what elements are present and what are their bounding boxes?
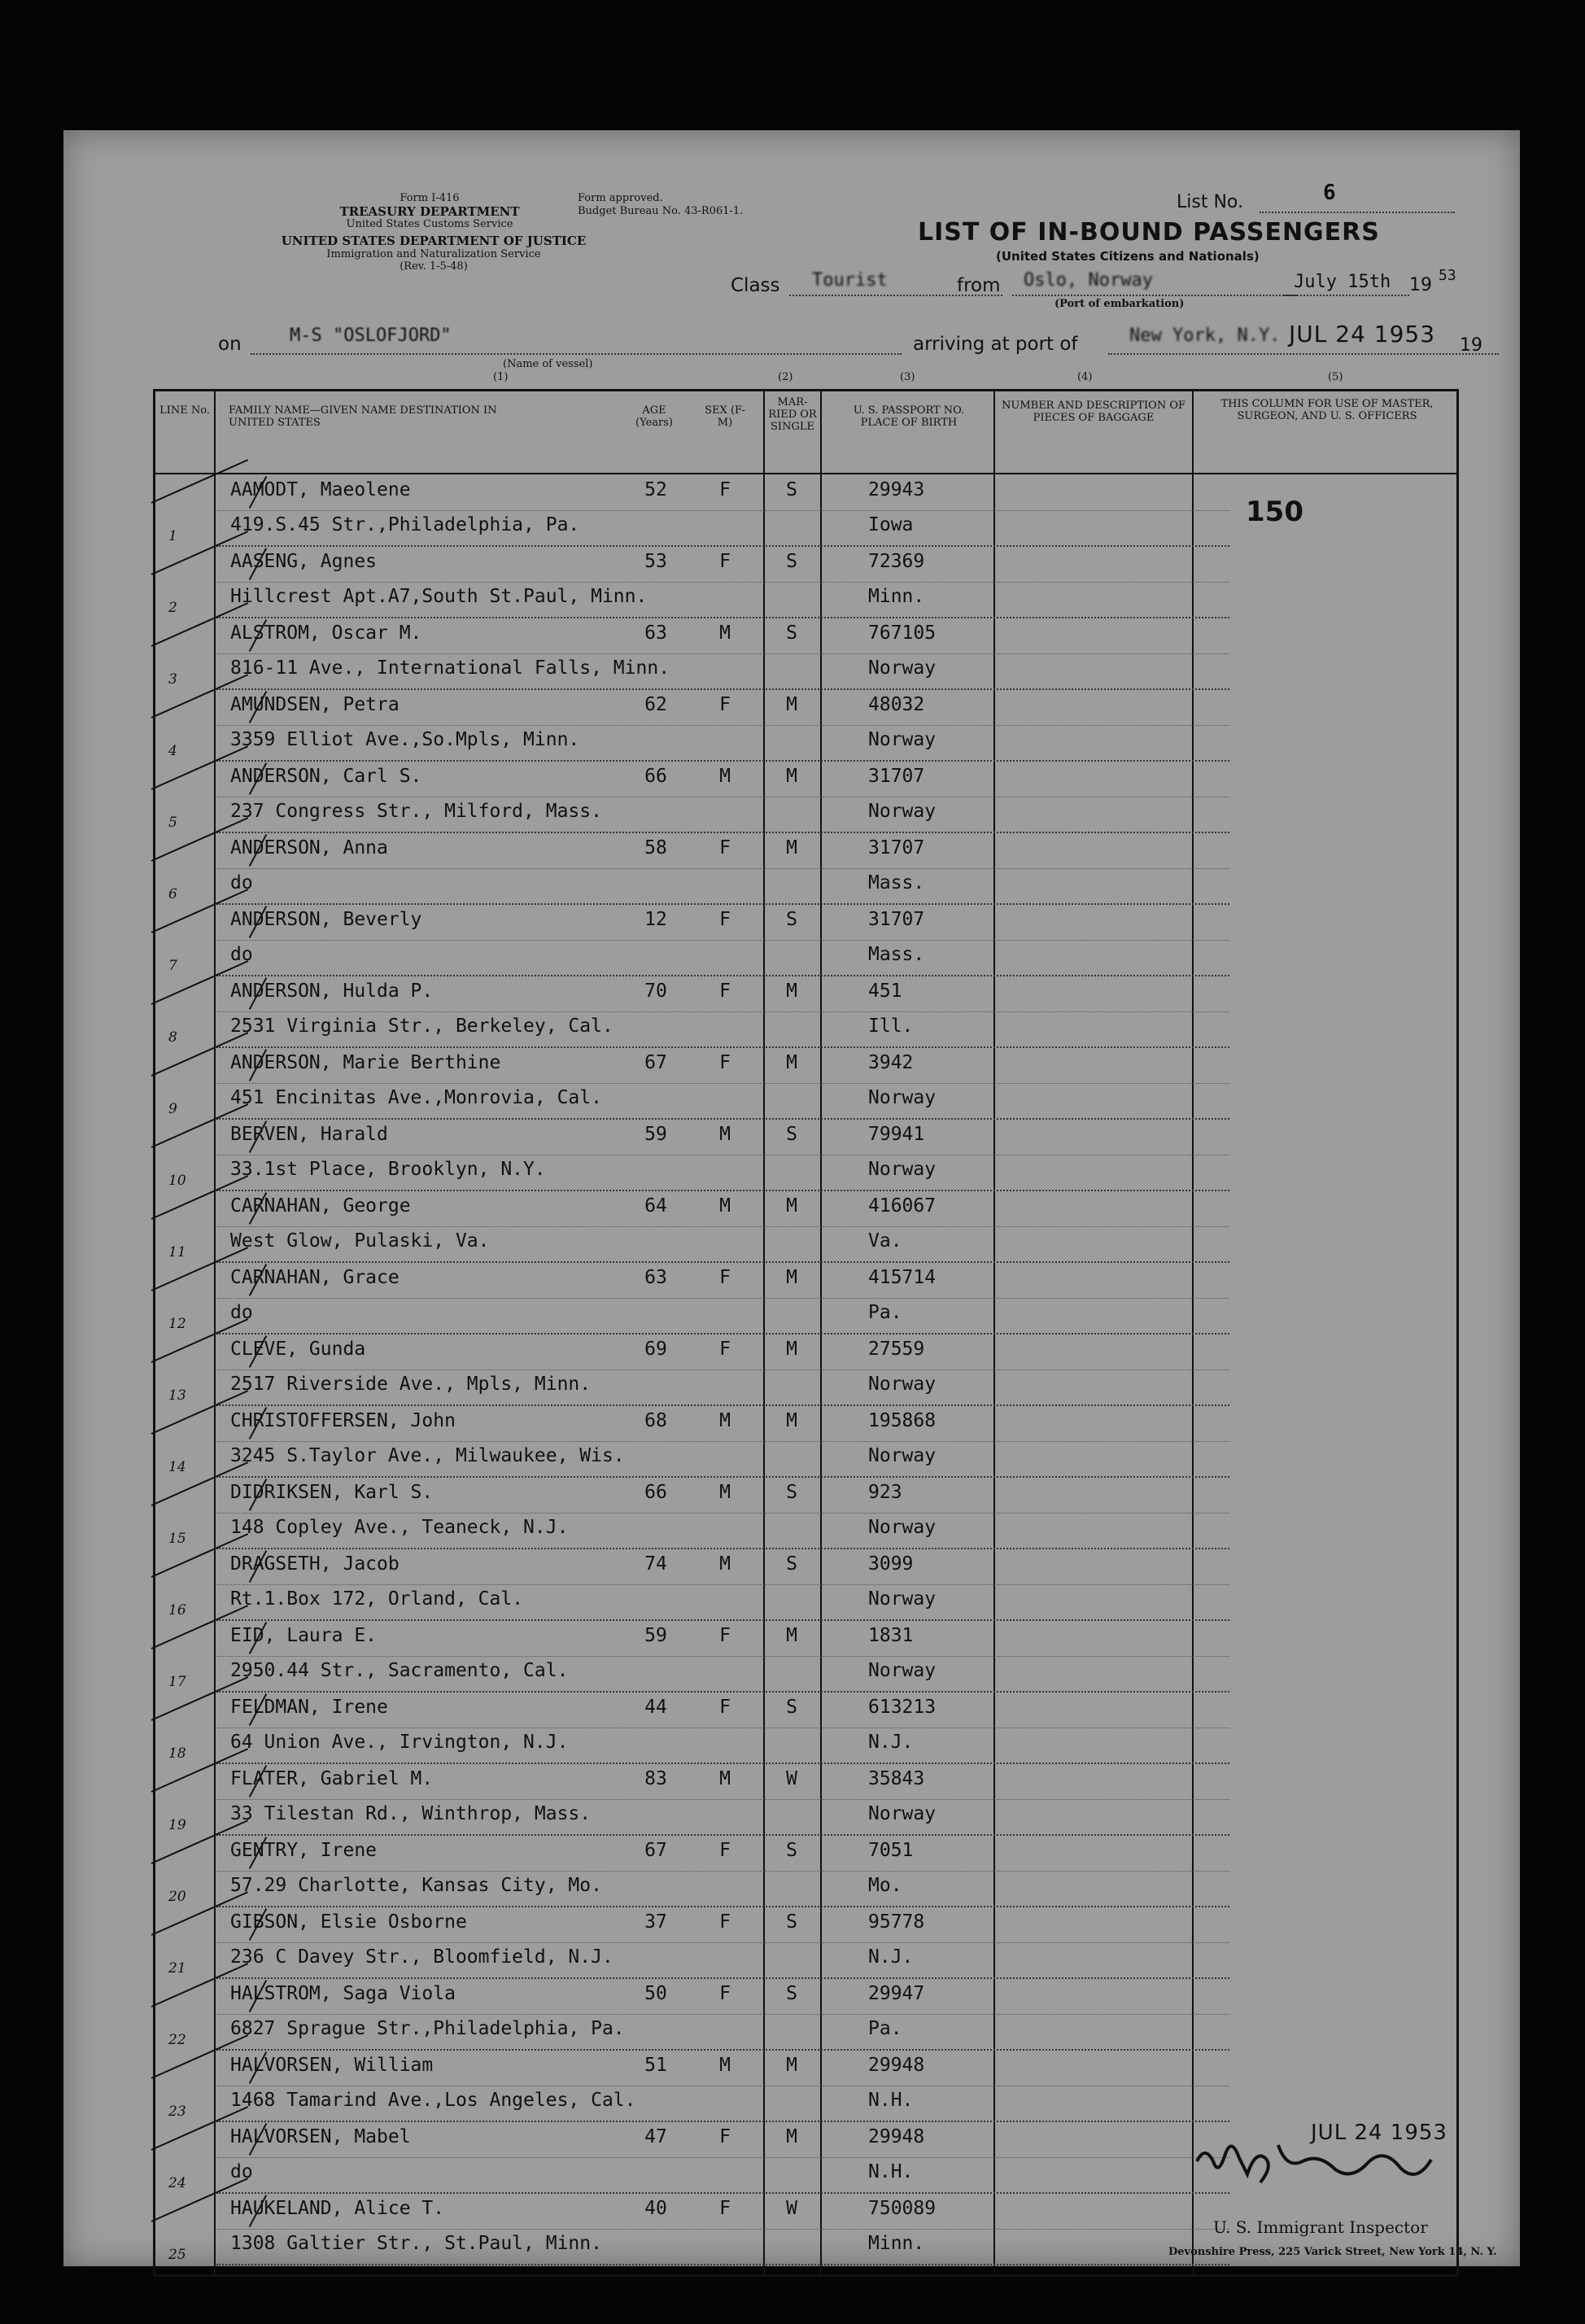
passenger-sex: F — [719, 1339, 731, 1360]
row-divider — [216, 1226, 1229, 1227]
passport-number: 415714 — [868, 1267, 937, 1288]
row-divider — [216, 2014, 1229, 2015]
arrival-date-stamp: JUL 24 1953 — [1289, 321, 1436, 347]
list-no-label: List No. — [1177, 192, 1243, 212]
colnum-5: (5) — [1328, 371, 1343, 383]
place-of-birth: Norway — [868, 1374, 937, 1395]
header-officers: THIS COLUMN FOR USE OF MASTER, SURGEON, AND U. S. OFFICERS — [1220, 398, 1434, 422]
passenger-sex: M — [719, 1768, 731, 1789]
inspection-date-stamp: JUL 24 1953 — [1311, 2121, 1447, 2145]
passenger-age: 40 — [644, 2198, 667, 2219]
passenger-name: AASENG, Agnes — [230, 551, 378, 572]
place-of-birth: N.H. — [868, 2161, 914, 2182]
header-name: FAMILY NAME—GIVEN NAME DESTINATION IN UNITED STATES — [229, 404, 497, 429]
row-divider — [216, 2264, 1229, 2265]
inspector-title: U. S. Immigrant Inspector — [1213, 2217, 1428, 2237]
line-number: 4 — [168, 743, 177, 759]
passenger-name: GENTRY, Irene — [230, 1840, 378, 1861]
list-no-dotline — [1260, 212, 1455, 213]
class-label: Class — [731, 275, 780, 296]
passenger-destination: 236 C Davey Str., Bloomfield, N.J. — [230, 1946, 613, 1968]
line-number: 15 — [168, 1531, 186, 1547]
colnum-3: (3) — [900, 371, 915, 383]
line-number: 25 — [168, 2247, 186, 2263]
passenger-sex: M — [719, 1195, 731, 1217]
table-row — [155, 1978, 1456, 2050]
table-row — [155, 1262, 1456, 1334]
passenger-age: 44 — [644, 1697, 667, 1718]
passenger-marital-status: S — [786, 479, 797, 500]
passport-number: 48032 — [868, 694, 925, 715]
passenger-sex: F — [719, 2198, 731, 2219]
revision-date: (Rev. 1-5-48) — [400, 260, 468, 273]
passenger-destination: 1308 Galtier Str., St.Paul, Minn. — [230, 2233, 602, 2254]
passenger-marital-status: S — [786, 1911, 797, 1933]
place-of-birth: Mo. — [868, 1875, 902, 1896]
table-row — [155, 1907, 1456, 1978]
approval-block — [578, 192, 743, 218]
passenger-age: 59 — [644, 1625, 667, 1646]
passenger-age: 83 — [644, 1768, 667, 1789]
passenger-marital-status: S — [786, 1553, 797, 1575]
place-of-birth: Pa. — [868, 2018, 902, 2039]
justice-dept: UNITED STATES DEPARTMENT OF JUSTICE — [281, 234, 587, 248]
table-row — [155, 474, 1456, 546]
justice-block — [218, 234, 649, 273]
passenger-marital-status: S — [786, 1697, 797, 1718]
passport-number: 3099 — [868, 1553, 914, 1575]
passenger-sex: F — [719, 551, 731, 572]
line-number: 24 — [168, 2175, 186, 2191]
place-of-birth: Va. — [868, 1230, 902, 1252]
row-divider — [216, 653, 1229, 654]
passenger-sex: F — [719, 1840, 731, 1861]
passport-number: 3942 — [868, 1052, 914, 1073]
line-number: 20 — [168, 1889, 186, 1905]
passenger-marital-status: S — [786, 1482, 797, 1503]
table-row — [155, 689, 1456, 761]
line-number: 23 — [168, 2103, 186, 2120]
row-divider — [216, 1656, 1229, 1657]
passenger-name: CARNAHAN, Grace — [230, 1267, 400, 1288]
arrival-port: New York, N.Y. — [1129, 325, 1281, 346]
year-suffix: 19 — [1460, 335, 1482, 356]
table-row — [155, 832, 1456, 904]
passenger-destination: do — [230, 872, 253, 893]
place-of-birth: N.J. — [868, 1732, 914, 1753]
passenger-age: 63 — [644, 622, 667, 644]
row-divider — [216, 1799, 1229, 1800]
passenger-age: 67 — [644, 1840, 667, 1861]
line-number: 3 — [168, 671, 177, 688]
from-dotline — [1012, 295, 1297, 296]
passenger-name: HALVORSEN, William — [230, 2055, 434, 2076]
table-row — [155, 2050, 1456, 2121]
table-row — [155, 904, 1456, 976]
line-number: 14 — [168, 1459, 186, 1475]
colnum-4: (4) — [1077, 371, 1093, 383]
passenger-name: DIDRIKSEN, Karl S. — [230, 1482, 434, 1503]
passport-number: 31707 — [868, 837, 925, 858]
passenger-name: AMUNDSEN, Petra — [230, 694, 400, 715]
passenger-name: ANDERSON, Anna — [230, 837, 388, 858]
row-divider — [216, 1441, 1229, 1442]
passenger-destination: 64 Union Ave., Irvington, N.J. — [230, 1732, 569, 1753]
row-divider — [216, 2229, 1229, 2230]
passenger-destination: 33.1st Place, Brooklyn, N.Y. — [230, 1159, 546, 1180]
table-row — [155, 761, 1456, 832]
passport-number: 195868 — [868, 1410, 937, 1431]
place-of-birth: Norway — [868, 657, 937, 679]
year-value: 53 — [1439, 267, 1456, 284]
place-of-birth: Iowa — [868, 514, 914, 535]
line-number: 10 — [168, 1173, 186, 1189]
passenger-destination: 451 Encinitas Ave.,Monrovia, Cal. — [230, 1087, 602, 1108]
passenger-marital-status: S — [786, 622, 797, 644]
passenger-marital-status: S — [786, 909, 797, 930]
row-divider — [216, 1942, 1229, 1943]
on-label: on — [218, 334, 242, 355]
line-number: 22 — [168, 2032, 186, 2048]
passenger-age: 12 — [644, 909, 667, 930]
passenger-age: 66 — [644, 766, 667, 787]
place-of-birth: Mass. — [868, 944, 925, 965]
inspector-signature — [1189, 2137, 1449, 2202]
place-of-birth: Pa. — [868, 1302, 902, 1323]
passenger-marital-status: W — [786, 2198, 797, 2219]
passenger-marital-status: M — [786, 2126, 797, 2147]
passenger-destination: do — [230, 2161, 253, 2182]
passenger-name: EID, Laura E. — [230, 1625, 378, 1646]
row-divider — [216, 1083, 1229, 1084]
passenger-destination: 2531 Virginia Str., Berkeley, Cal. — [230, 1016, 613, 1037]
passenger-name: CARNAHAN, George — [230, 1195, 411, 1217]
customs-service: United States Customs Service — [346, 218, 513, 230]
passenger-marital-status: M — [786, 766, 797, 787]
passenger-marital-status: M — [786, 1410, 797, 1431]
passenger-destination: 237 Congress Str., Milford, Mass. — [230, 801, 602, 822]
class-value: Tourist — [812, 270, 888, 290]
table-row — [155, 1047, 1456, 1119]
passenger-destination: 3359 Elliot Ave.,So.Mpls, Minn. — [230, 729, 580, 750]
passenger-age: 37 — [644, 1911, 667, 1933]
vessel-value: M-S "OSLOFJORD" — [290, 325, 452, 346]
table-row — [155, 546, 1456, 618]
passenger-marital-status: M — [786, 981, 797, 1002]
passenger-sex: M — [719, 1410, 731, 1431]
passenger-sex: F — [719, 1983, 731, 2004]
port-embarkation-caption: (Port of embarkation) — [1054, 298, 1185, 310]
row-divider — [216, 1871, 1229, 1872]
passenger-sex: M — [719, 622, 731, 644]
arriving-label: arriving at port of — [913, 334, 1078, 355]
passenger-sex: F — [719, 1625, 731, 1646]
place-of-birth: Norway — [868, 1660, 937, 1681]
passport-number: 95778 — [868, 1911, 925, 1933]
passenger-marital-status: S — [786, 1983, 797, 2004]
passenger-sex: F — [719, 1697, 731, 1718]
colnum-2: (2) — [778, 371, 793, 383]
passenger-sex: F — [719, 2126, 731, 2147]
table-row — [155, 618, 1456, 689]
table-row — [155, 1620, 1456, 1692]
row-divider — [216, 582, 1229, 583]
place-of-birth: Ill. — [868, 1016, 914, 1037]
form-number: Form I-416 — [400, 192, 460, 204]
passenger-destination: 33 Tilestan Rd., Winthrop, Mass. — [230, 1803, 592, 1824]
place-of-birth: Norway — [868, 729, 937, 750]
table-row — [155, 1405, 1456, 1477]
passenger-name: FELDMAN, Irene — [230, 1697, 388, 1718]
passenger-destination: 57.29 Charlotte, Kansas City, Mo. — [230, 1875, 602, 1896]
printer-imprint: Devonshire Press, 225 Varick Street, New York 14, N. Y. — [1168, 2246, 1497, 2258]
table-row — [155, 1549, 1456, 1620]
passenger-age: 64 — [644, 1195, 667, 1217]
list-no-value: 6 — [1323, 181, 1336, 205]
colnum-1: (1) — [493, 371, 509, 383]
passport-number: 31707 — [868, 909, 925, 930]
passenger-name: ANDERSON, Beverly — [230, 909, 422, 930]
officer-note: 150 — [1246, 496, 1303, 528]
header-line: LINE No. — [159, 404, 210, 417]
row-divider — [216, 725, 1229, 726]
passenger-marital-status: S — [786, 1840, 797, 1861]
passenger-marital-status: M — [786, 1052, 797, 1073]
table-row — [155, 976, 1456, 1047]
table-row — [155, 1334, 1456, 1405]
passport-number: 29948 — [868, 2126, 925, 2147]
passenger-name: AAMODT, Maeolene — [230, 479, 411, 500]
passenger-age: 53 — [644, 551, 667, 572]
passenger-marital-status: M — [786, 1267, 797, 1288]
row-divider — [216, 1584, 1229, 1585]
passenger-sex: M — [719, 1124, 731, 1145]
table-row — [155, 1835, 1456, 1907]
passenger-age: 59 — [644, 1124, 667, 1145]
header-sex: SEX (F-M) — [705, 404, 745, 429]
passenger-name: DRAGSETH, Jacob — [230, 1553, 400, 1575]
passenger-age: 51 — [644, 2055, 667, 2076]
passport-number: 31707 — [868, 766, 925, 787]
line-number: 5 — [168, 815, 177, 831]
line-number: 1 — [168, 528, 177, 544]
line-number: 7 — [168, 958, 177, 974]
passenger-name: HALVORSEN, Mabel — [230, 2126, 411, 2147]
row-divider — [216, 1513, 1229, 1514]
year-prefix: 19 — [1409, 275, 1432, 295]
passenger-name: CLEVE, Gunda — [230, 1339, 366, 1360]
passenger-age: 63 — [644, 1267, 667, 1288]
budget-bureau: Budget Bureau No. 43-R061-1. — [578, 205, 744, 217]
passenger-destination: 419.S.45 Str.,Philadelphia, Pa. — [230, 514, 580, 535]
passport-number: 79941 — [868, 1124, 925, 1145]
table-row — [155, 1119, 1456, 1190]
header-baggage: NUMBER AND DESCRIPTION OF PIECES OF BAGGAGE — [1002, 400, 1186, 424]
passport-number: 613213 — [868, 1697, 937, 1718]
passenger-destination: do — [230, 944, 253, 965]
passenger-marital-status: W — [786, 1768, 797, 1789]
passenger-sex: F — [719, 1911, 731, 1933]
passenger-age: 69 — [644, 1339, 667, 1360]
line-number: 21 — [168, 1960, 186, 1977]
date-dotline — [1284, 295, 1409, 296]
passenger-marital-status: M — [786, 1195, 797, 1217]
row-divider — [216, 940, 1229, 941]
line-number: 9 — [168, 1101, 177, 1117]
passenger-age: 58 — [644, 837, 667, 858]
place-of-birth: N.H. — [868, 2090, 914, 2111]
passenger-sex: F — [719, 981, 731, 1002]
arrival-dotline — [1108, 353, 1499, 355]
place-of-birth: N.J. — [868, 1946, 914, 1968]
passenger-name: ANDERSON, Carl S. — [230, 766, 422, 787]
page-subtitle: (United States Citizens and Nationals) — [996, 249, 1260, 264]
passenger-sex: M — [719, 1553, 731, 1575]
passenger-name: ANDERSON, Marie Berthine — [230, 1052, 501, 1073]
passenger-sex: M — [719, 2055, 731, 2076]
passenger-marital-status: M — [786, 1625, 797, 1646]
place-of-birth: Norway — [868, 1517, 937, 1538]
passenger-age: 50 — [644, 1983, 667, 2004]
passport-number: 29943 — [868, 479, 925, 500]
place-of-birth: Norway — [868, 1445, 937, 1466]
passenger-destination: Hillcrest Apt.A7,South St.Paul, Minn. — [230, 586, 648, 607]
treasury-dept: TREASURY DEPARTMENT — [339, 204, 520, 219]
place-of-birth: Norway — [868, 1803, 937, 1824]
line-number: 19 — [168, 1817, 186, 1833]
passenger-age: 67 — [644, 1052, 667, 1073]
passport-number: 7051 — [868, 1840, 914, 1861]
vessel-dotline — [251, 353, 902, 355]
passenger-destination: 148 Copley Ave., Teaneck, N.J. — [230, 1517, 569, 1538]
passenger-destination: 3245 S.Taylor Ave., Milwaukee, Wis. — [230, 1445, 625, 1466]
ins-service: Immigration and Naturalization Service — [326, 248, 541, 260]
passenger-age: 47 — [644, 2126, 667, 2147]
passport-number: 416067 — [868, 1195, 937, 1217]
passport-number: 1831 — [868, 1625, 914, 1646]
passport-number: 29947 — [868, 1983, 925, 2004]
place-of-birth: Norway — [868, 1159, 937, 1180]
passenger-destination: 6827 Sprague Str.,Philadelphia, Pa. — [230, 2018, 625, 2039]
passenger-age: 70 — [644, 981, 667, 1002]
passenger-name: HAUKELAND, Alice T. — [230, 2198, 445, 2219]
passenger-age: 68 — [644, 1410, 667, 1431]
passenger-name: HALSTROM, Saga Viola — [230, 1983, 456, 2004]
place-of-birth: Minn. — [868, 2233, 925, 2254]
passenger-name: GIBSON, Elsie Osborne — [230, 1911, 467, 1933]
row-divider — [216, 1298, 1229, 1299]
passenger-destination: 1468 Tamarind Ave.,Los Angeles, Cal. — [230, 2090, 636, 2111]
passport-number: 27559 — [868, 1339, 925, 1360]
passenger-marital-status: S — [786, 1124, 797, 1145]
page-title: LIST OF IN-BOUND PASSENGERS — [918, 218, 1380, 247]
passenger-marital-status: M — [786, 837, 797, 858]
passport-number: 923 — [868, 1482, 902, 1503]
form-approved: Form approved. — [578, 192, 663, 204]
passenger-destination: West Glow, Pulaski, Va. — [230, 1230, 490, 1252]
line-number: 17 — [168, 1674, 186, 1690]
passenger-sex: M — [719, 766, 731, 787]
place-of-birth: Norway — [868, 801, 937, 822]
passport-number: 750089 — [868, 2198, 937, 2219]
line-number: 6 — [168, 886, 177, 902]
passenger-name: BERVEN, Harald — [230, 1124, 388, 1145]
passport-number: 35843 — [868, 1768, 925, 1789]
passport-number: 29948 — [868, 2055, 925, 2076]
row-divider — [216, 510, 1229, 511]
place-of-birth: Norway — [868, 1087, 937, 1108]
departure-date: July 15th — [1294, 272, 1391, 292]
passenger-sex: F — [719, 1052, 731, 1073]
passenger-sex: F — [719, 479, 731, 500]
passenger-destination: 816-11 Ave., International Falls, Minn. — [230, 657, 670, 679]
place-of-birth: Mass. — [868, 872, 925, 893]
passenger-sex: F — [719, 1267, 731, 1288]
passport-number: 767105 — [868, 622, 937, 644]
form-id-block — [332, 192, 527, 231]
table-row — [155, 1763, 1456, 1835]
header-age: AGE (Years) — [635, 404, 673, 429]
line-number: 18 — [168, 1745, 186, 1762]
place-of-birth: Minn. — [868, 586, 925, 607]
passenger-destination: do — [230, 1302, 253, 1323]
passenger-name: FLATER, Gabriel M. — [230, 1768, 434, 1789]
passenger-name: ANDERSON, Hulda P. — [230, 981, 434, 1002]
passenger-sex: M — [719, 1482, 731, 1503]
passenger-sex: F — [719, 694, 731, 715]
passenger-destination: Rt.1.Box 172, Orland, Cal. — [230, 1588, 524, 1610]
header-married: MAR-RIED OR SINGLE — [768, 396, 817, 433]
row-divider — [216, 1011, 1229, 1012]
passenger-name: ALSTROM, Oscar M. — [230, 622, 422, 644]
passenger-age: 52 — [644, 479, 667, 500]
row-divider — [216, 2157, 1229, 2158]
line-number: 8 — [168, 1029, 177, 1046]
line-number: 12 — [168, 1316, 186, 1332]
header-passport: U. S. PASSPORT NO. PLACE OF BIRTH — [853, 404, 965, 429]
passenger-age: 74 — [644, 1553, 667, 1575]
vessel-caption: (Name of vessel) — [503, 358, 593, 370]
from-value: Oslo, Norway — [1024, 270, 1153, 290]
passport-number: 72369 — [868, 551, 925, 572]
passenger-sex: F — [719, 909, 731, 930]
line-number: 2 — [168, 600, 177, 616]
passenger-marital-status: M — [786, 1339, 797, 1360]
passenger-marital-status: M — [786, 2055, 797, 2076]
passenger-age: 66 — [644, 1482, 667, 1503]
passenger-name: CHRISTOFFERSEN, John — [230, 1410, 456, 1431]
table-row — [155, 1190, 1456, 1262]
passenger-table — [153, 389, 1459, 2277]
passenger-destination: 2950.44 Str., Sacramento, Cal. — [230, 1660, 569, 1681]
place-of-birth: Norway — [868, 1588, 937, 1610]
table-row — [155, 1692, 1456, 1763]
passport-number: 451 — [868, 981, 902, 1002]
passenger-age: 62 — [644, 694, 667, 715]
row-divider — [216, 868, 1229, 869]
line-number: 13 — [168, 1387, 186, 1404]
line-number: 11 — [168, 1244, 186, 1260]
table-row — [155, 1477, 1456, 1549]
line-number: 16 — [168, 1602, 186, 1618]
passenger-destination: 2517 Riverside Ave., Mpls, Minn. — [230, 1374, 592, 1395]
passenger-marital-status: M — [786, 694, 797, 715]
from-label: from — [957, 275, 1001, 296]
passenger-marital-status: S — [786, 551, 797, 572]
passenger-sex: F — [719, 837, 731, 858]
